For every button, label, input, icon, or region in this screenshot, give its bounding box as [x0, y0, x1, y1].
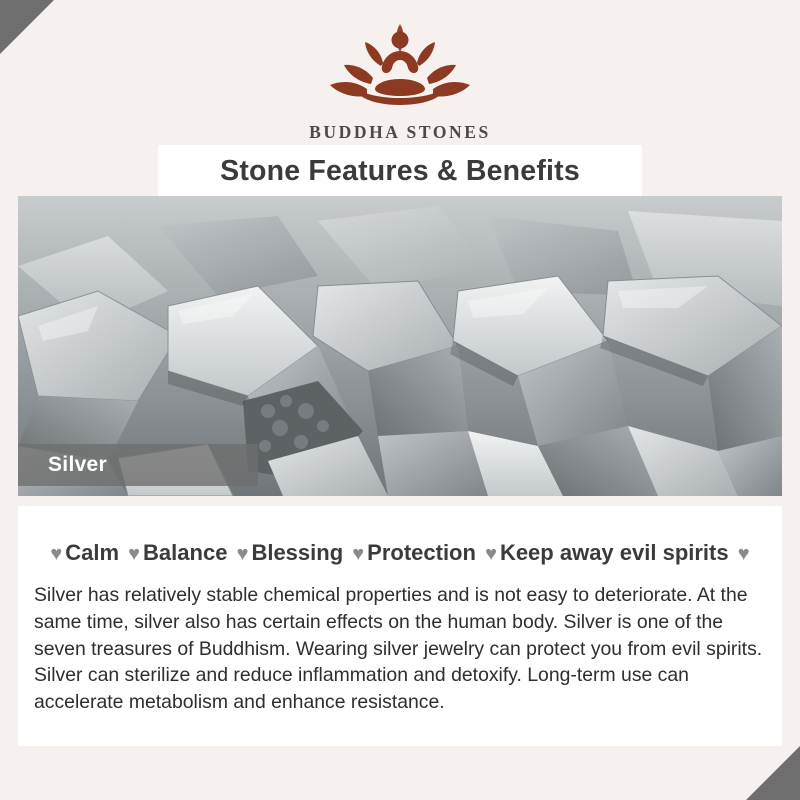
brand-logo-block — [0, 22, 800, 143]
heart-icon: ♥ — [50, 543, 63, 565]
benefit-item-3: Blessing — [251, 540, 344, 565]
benefit-item-2: Balance — [143, 540, 228, 565]
brand-name: BUDDHA STONES — [309, 122, 491, 142]
description-text: Silver has relatively stable chemical properties and is not easy to deteriorate. At the same time, silver also has certain effects on the human body. Silver is one of the seven treasures of Buddhism. Wearing silver jewelry can protect you from evil spirits. Silver can sterilize and reduce inflammation and detoxify. Long-term use can accelerate metabolism and enhance resistance. — [34, 584, 763, 714]
benefit-item-5: Keep away evil spirits — [499, 540, 729, 565]
benefits-list — [18, 540, 782, 566]
title-bar — [158, 145, 642, 197]
benefit-item-1: Calm — [65, 540, 120, 565]
page-title: Stone Features & Benefits — [220, 154, 580, 187]
heart-icon: ♥ — [236, 543, 249, 565]
stone-name-label: Silver — [48, 453, 108, 476]
heart-icon: ♥ — [737, 543, 750, 565]
heart-icon: ♥ — [128, 543, 141, 565]
benefit-item-4: Protection — [367, 540, 476, 565]
content-panel — [18, 506, 782, 746]
hero-image — [18, 196, 782, 496]
heart-icon: ♥ — [352, 543, 365, 565]
lotus-meditation-figure-icon — [315, 22, 485, 118]
heart-icon: ♥ — [485, 543, 497, 565]
stone-name-strip — [18, 444, 258, 486]
